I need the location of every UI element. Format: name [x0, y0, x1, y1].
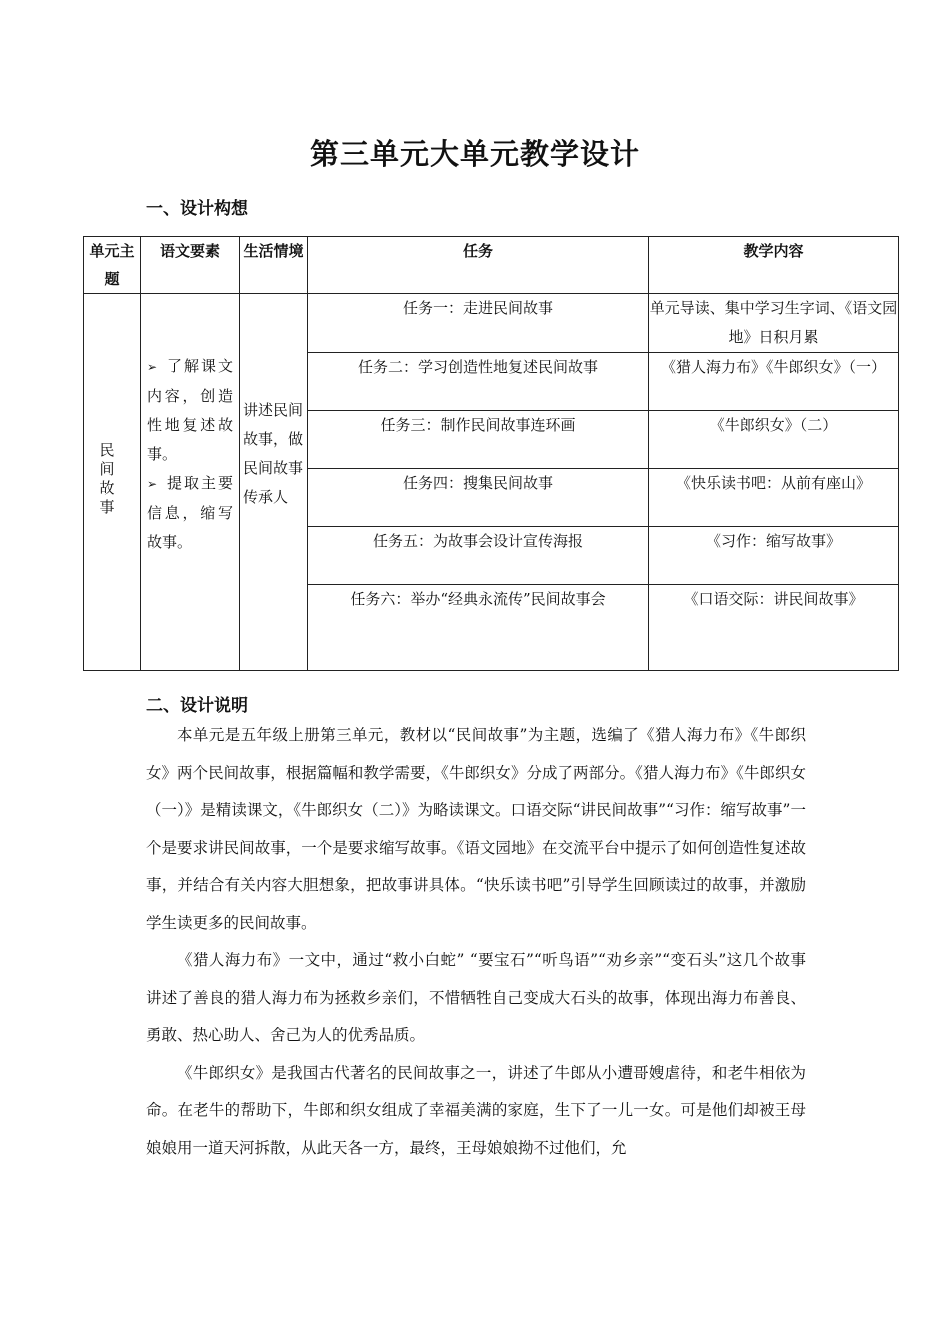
header-task: 任务	[308, 237, 649, 294]
table-row	[84, 294, 899, 353]
content-cell: 《口语交际：讲民间故事》	[649, 585, 899, 671]
task-cell: 任务二：学习创造性地复述民间故事	[308, 353, 649, 411]
paragraph: 《牛郎织女》是我国古代著名的民间故事之一，讲述了牛郎从小遭哥嫂虐待，和老牛相依为命。在老牛的帮助下，牛郎和织女组成了幸福美满的家庭，生下了一儿一女。可是他们却被王母娘娘用一道天河拆散，从此天各一方，最终，王母娘娘拗不过他们，允	[146, 1063, 806, 1157]
task-cell: 任务一：走进民间故事	[308, 294, 649, 353]
header-language-elements: 语文要素	[141, 237, 240, 294]
design-table	[83, 236, 899, 671]
design-notes-body	[146, 717, 806, 1167]
paragraph: 本单元是五年级上册第三单元，教材以“民间故事”为主题，选编了《猎人海力布》《牛郎织女》两个民间故事，根据篇幅和教学需要，《牛郎织女》分成了两部分。《猎人海力布》《牛郎织女（一）》是精读课文，《牛郎织女（二）》为略读课文。口语交际“讲民间故事”“习作：缩写故事”一个是要求讲民间故事，一个是要求缩写故事。《语文园地》在交流平台中提示了如何创造性复述故事，并结合有关内容大胆想象，把故事讲具体。“快乐读书吧”引导学生回顾读过的故事，并激励学生读更多的民间故事。	[146, 726, 806, 932]
table-header-row	[84, 237, 899, 294]
task-cell: 任务六：举办“经典永流传”民间故事会	[308, 585, 649, 671]
section-heading-design-concept: 一、设计构想	[146, 199, 248, 219]
element-text: 提取主要信息，缩写故事。	[147, 474, 233, 551]
task-cell: 任务四：搜集民间故事	[308, 469, 649, 527]
paragraph: 《猎人海力布》一文中，通过“救小白蛇” “要宝石”“听鸟语”“劝乡亲”“变石头”这几个故事 讲述了善良的猎人海力布为拯救乡亲们，不惜牺牲自己变成大石头的故事，体现出海力布善良、勇敢、热心助人、舍己为人的优秀品质。	[146, 951, 806, 1044]
element-item	[147, 469, 233, 557]
unit-theme-cell	[84, 294, 141, 671]
life-situation-text: 讲述民间故事，做民间故事传承人	[243, 401, 304, 506]
life-situation-cell	[240, 294, 308, 671]
content-cell: 《牛郎织女》（二）	[649, 411, 899, 469]
section-heading-design-notes: 二、设计说明	[146, 696, 248, 716]
arrow-bullet-icon: ➢	[147, 360, 158, 374]
unit-theme-text: 民间故事	[99, 441, 115, 516]
arrow-bullet-icon: ➢	[147, 477, 158, 491]
task-cell: 任务三：制作民间故事连环画	[308, 411, 649, 469]
content-cell: 《习作：缩写故事》	[649, 527, 899, 585]
header-unit-theme: 单元主题	[84, 237, 141, 294]
element-text: 了解课文内容，创造性地复述故事。	[147, 357, 233, 463]
element-item	[147, 352, 233, 469]
header-life-situation: 生活情境	[240, 237, 308, 294]
content-cell: 单元导读、集中学习生字词、《语文园地》日积月累	[649, 294, 899, 353]
content-cell: 《猎人海力布》《牛郎织女》（一）	[649, 353, 899, 411]
content-cell: 《快乐读书吧：从前有座山》	[649, 469, 899, 527]
task-cell: 任务五：为故事会设计宣传海报	[308, 527, 649, 585]
document-title: 第三单元大单元教学设计	[309, 137, 640, 171]
header-teaching-content: 教学内容	[649, 237, 899, 294]
language-elements-cell	[141, 294, 240, 671]
